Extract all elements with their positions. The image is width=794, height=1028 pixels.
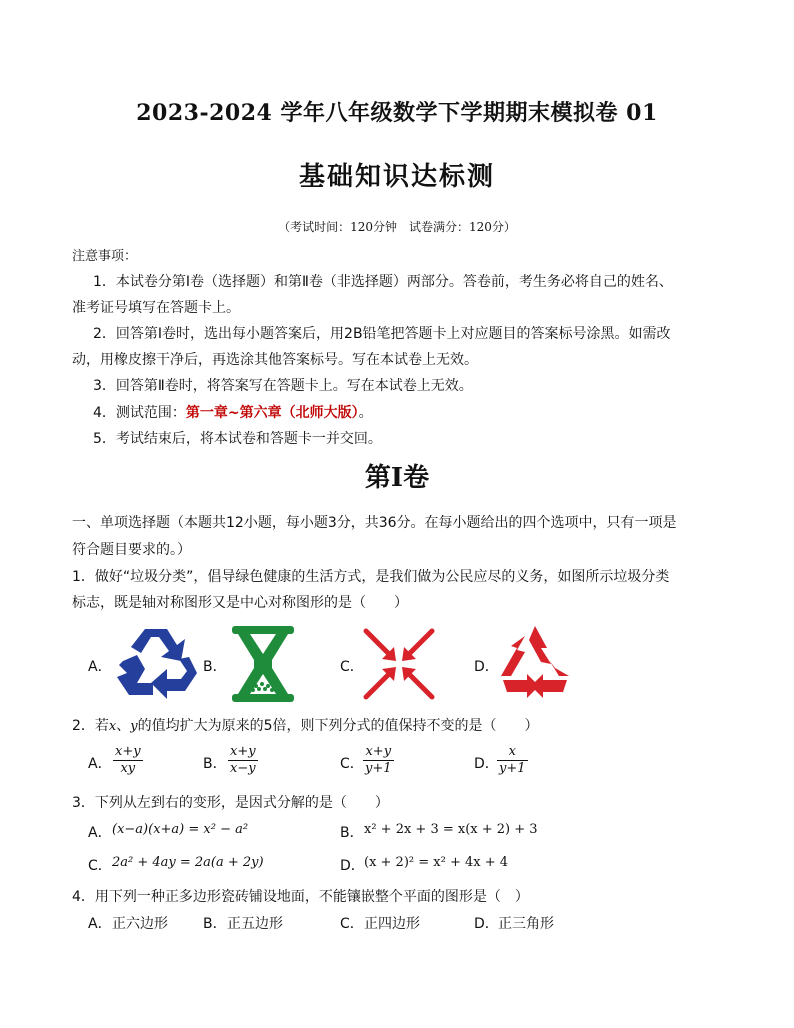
q2-stem-a: 2．若 xyxy=(72,718,109,734)
q2-stem xyxy=(72,715,539,735)
q1-stem-line1: 1．做好“垃圾分类”，倡导绿色健康的生活方式，是我们做为公民应尽的义务，如图所示垃圾分类 xyxy=(72,569,670,585)
q2-option-c-label: C． xyxy=(340,756,364,772)
q4-option-d-text: 正三角形 xyxy=(498,916,554,932)
arrows-red-icon xyxy=(362,627,436,701)
note-3: 3．回答第Ⅱ卷时，将答案写在答题卡上。写在本试卷上无效。 xyxy=(93,378,473,394)
q2-option-d-label: D． xyxy=(474,756,499,772)
note-1-line1: 1．本试卷分第Ⅰ卷（选择题）和第Ⅱ卷（非选择题）两部分。答卷前，考生务必将自己的姓名、 xyxy=(93,274,673,290)
q2-option-c-fraction xyxy=(363,744,394,777)
q2-option-d-denominator: y+1 xyxy=(499,761,526,776)
part1-heading-line1: 一、单项选择题（本题共12小题，每小题3分，共36分。在每小题给出的四个选项中，只有一项是 xyxy=(72,515,677,531)
q2-option-c-numerator: x+y xyxy=(363,744,394,761)
q2-option-a-numerator: x+y xyxy=(115,744,141,759)
triangle-arrows-red-icon xyxy=(497,624,573,702)
exam-info: （考试时间：120分钟 试卷满分：120分） xyxy=(278,220,516,234)
q2-option-b-fraction xyxy=(228,744,258,777)
hourglass-green-icon xyxy=(228,624,298,704)
q1-option-a-label: A． xyxy=(88,659,112,675)
q2-var-x: x xyxy=(108,719,117,734)
q2-option-a-label: A． xyxy=(88,756,112,772)
notes-heading: 注意事项： xyxy=(72,249,138,264)
q2-stem-b: 、 xyxy=(116,718,131,734)
q1-option-c-label: C． xyxy=(340,659,364,675)
test-scope: 第一章~第六章（北师大版） xyxy=(185,405,359,421)
q4-stem: 4．用下列一种正多边形瓷砖铺设地面，不能镶嵌整个平面的图形是（ ） xyxy=(72,889,529,905)
q1-option-b-label: B． xyxy=(203,659,227,675)
q2-option-b-denominator: x−y xyxy=(230,761,256,776)
q3-stem: 3．下列从左到右的变形，是因式分解的是（ ） xyxy=(72,795,389,811)
q2-stem-c: 的值均扩大为原来的5倍，则下列分式的值保持不变的是（ ） xyxy=(137,718,539,734)
q3-option-b-expr: x² + 2x + 3 = x(x + 2) + 3 xyxy=(364,822,538,837)
q3-option-c-label: C． xyxy=(88,858,112,874)
q2-option-a-denominator: xy xyxy=(120,761,136,776)
section-title: 第Ⅰ卷 xyxy=(364,463,430,493)
q4-option-b-label: B． xyxy=(203,916,227,932)
q1-stem-line2: 标志，既是轴对称图形又是中心对称图形的是（ ） xyxy=(72,595,408,611)
note-4 xyxy=(93,402,373,422)
q4-option-b-text: 正五边形 xyxy=(227,916,283,932)
note-5: 5．考试结束后，将本试卷和答题卡一并交回。 xyxy=(93,431,382,447)
part1-heading-line2: 符合题目要求的。） xyxy=(72,542,191,558)
exam-title: 2023-2024 学年八年级数学下学期期末模拟卷 01 xyxy=(136,100,658,126)
q4-option-a-label: A． xyxy=(88,916,112,932)
q3-option-c-expr: 2a² + 4ay = 2a(a + 2y) xyxy=(112,855,264,870)
recycle-blue-icon xyxy=(115,623,199,703)
q4-option-d-label: D． xyxy=(474,916,499,932)
q3-option-d-label: D． xyxy=(340,858,365,874)
note-1-line2: 准考证号填写在答题卡上。 xyxy=(72,300,240,316)
q3-option-b-label: B． xyxy=(340,825,364,841)
note-4-suffix: 。 xyxy=(358,405,373,421)
exam-subtitle: 基础知识达标测 xyxy=(298,162,495,192)
q2-option-d-numerator: x xyxy=(497,744,528,761)
q2-option-b-label: B． xyxy=(203,756,227,772)
note-2-line2: 动，用橡皮擦干净后，再选涂其他答案标号。写在本试卷上无效。 xyxy=(72,352,478,368)
q3-option-a-label: A． xyxy=(88,825,112,841)
q1-option-d-label: D． xyxy=(474,659,499,675)
q3-option-a-expr: (x−a)(x+a) = x² − a² xyxy=(112,822,249,837)
q2-option-a-fraction xyxy=(113,744,143,777)
note-4-prefix: 4．测试范围： xyxy=(93,405,186,421)
q2-option-d-fraction xyxy=(497,744,528,777)
q2-option-c-denominator: y+1 xyxy=(365,761,392,776)
q4-option-c-label: C． xyxy=(340,916,364,932)
q3-option-d-expr: (x + 2)² = x² + 4x + 4 xyxy=(364,855,509,870)
q4-option-c-text: 正四边形 xyxy=(364,916,420,932)
note-2-line1: 2．回答第Ⅰ卷时，选出每小题答案后，用2B铅笔把答题卡上对应题目的答案标号涂黑。如需改 xyxy=(93,326,671,342)
q4-option-a-text: 正六边形 xyxy=(112,916,168,932)
q2-var-y: y xyxy=(130,719,138,734)
q2-option-b-numerator: x+y xyxy=(230,744,256,759)
